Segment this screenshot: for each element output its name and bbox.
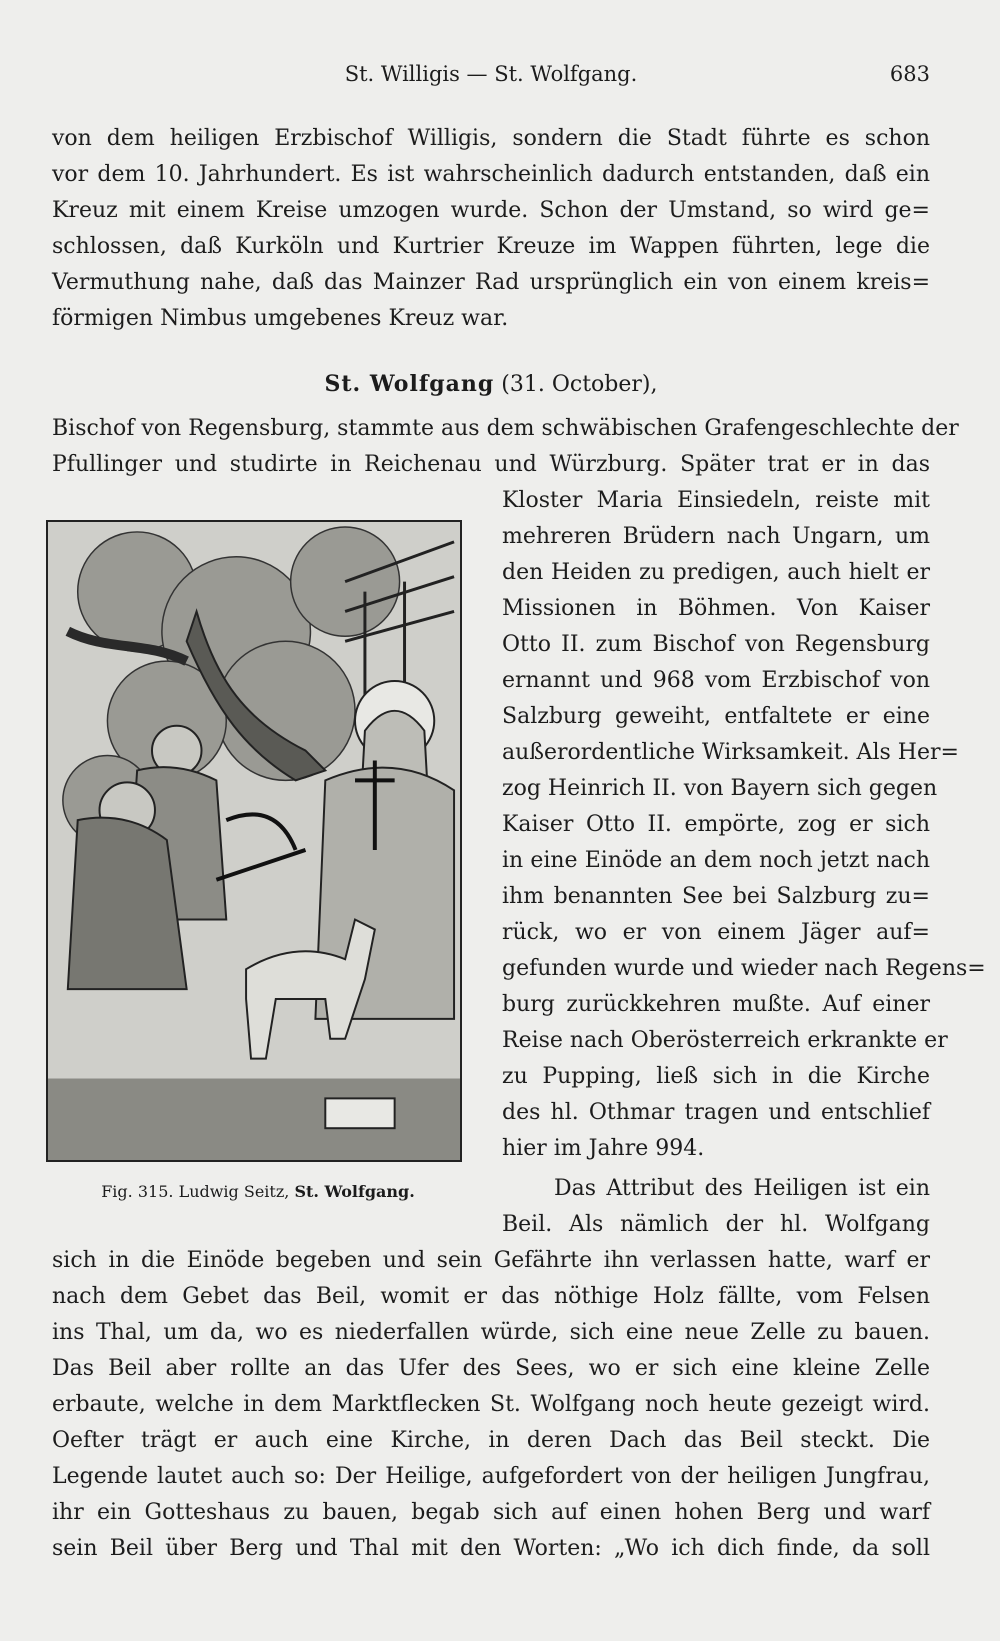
- text-line: Kaiser Otto II. empörte, zog er sich: [502, 812, 930, 837]
- text-line: Kreuz mit einem Kreise umzogen wurde. Schon der Umstand, so wird ge=: [52, 198, 930, 223]
- text-line: zu Pupping, ließ sich in die Kirche: [502, 1064, 930, 1089]
- text-line: burg zurückkehren mußte. Auf einer: [502, 992, 930, 1017]
- page-number: 683: [889, 62, 930, 86]
- text-line: Reise nach Oberösterreich erkrankte er: [502, 1028, 948, 1053]
- section-heading: [52, 367, 930, 401]
- text-line: ins Thal, um da, wo es niederfallen würde, sich eine neue Zelle zu bauen.: [52, 1320, 930, 1345]
- text-line: Oefter trägt er auch eine Kirche, in deren Dach das Beil steckt. Die: [52, 1428, 930, 1453]
- text-line: ernannt und 968 vom Erzbischof von: [502, 668, 930, 693]
- text-line: Kloster Maria Einsiedeln, reiste mit: [502, 488, 930, 513]
- page-header: [52, 62, 930, 98]
- text-line: von dem heiligen Erzbischof Willigis, sondern die Stadt führte es schon: [52, 126, 930, 151]
- text-line: in eine Einöde an dem noch jetzt nach: [502, 848, 930, 873]
- text-line: Legende lautet auch so: Der Heilige, aufgefordert von der heiligen Jungfrau,: [52, 1464, 930, 1489]
- figure-number: Fig. 315.: [101, 1182, 174, 1201]
- text-line: Bischof von Regensburg, stammte aus dem schwäbischen Grafengeschlechte der: [52, 416, 959, 441]
- text-line: sein Beil über Berg und Thal mit den Worten: „Wo ich dich finde, da soll: [52, 1536, 930, 1561]
- text-line: außerordentliche Wirksamkeit. Als Her=: [502, 740, 959, 765]
- text-line: ihr ein Gotteshaus zu bauen, begab sich auf einen hohen Berg und warf: [52, 1500, 930, 1525]
- text-line: den Heiden zu predigen, auch hielt er: [502, 560, 930, 585]
- text-line: rück, wo er von einem Jäger auf=: [502, 920, 930, 945]
- text-line: förmigen Nimbus umgebenes Kreuz war.: [52, 306, 509, 331]
- text-line: mehreren Brüdern nach Ungarn, um: [502, 524, 930, 549]
- text-line: hier im Jahre 994.: [502, 1136, 705, 1161]
- woodcut-illustration: [46, 520, 462, 1162]
- saint-name: St. Wolfgang: [324, 371, 495, 397]
- text-line: erbaute, welche in dem Marktflecken St. Wolfgang noch heute gezeigt wird.: [52, 1392, 930, 1417]
- text-line: Pfullinger und studirte in Reichenau und Würzburg. Später trat er in das: [52, 452, 930, 477]
- running-title: St. Willigis — St. Wolfgang.: [344, 62, 638, 86]
- woodcut-drawing: [48, 522, 460, 1160]
- text-line: zog Heinrich II. von Bayern sich gegen: [502, 776, 938, 801]
- text-line: sich in die Einöde begeben und sein Gefährte ihn verlassen hatte, warf er: [52, 1248, 930, 1273]
- figure-title: St. Wolfgang.: [294, 1182, 415, 1201]
- figure-caption: [48, 1178, 468, 1206]
- text-line: vor dem 10. Jahrhundert. Es ist wahrscheinlich dadurch entstanden, daß ein: [52, 162, 930, 187]
- text-line: des hl. Othmar tragen und entschlief: [502, 1100, 930, 1125]
- text-line: Das Beil aber rollte an das Ufer des Sees, wo er sich eine kleine Zelle: [52, 1356, 930, 1381]
- text-line: nach dem Gebet das Beil, womit er das nöthige Holz fällte, vom Felsen: [52, 1284, 930, 1309]
- text-line: Das Attribut des Heiligen ist ein: [554, 1176, 930, 1201]
- text-line: Vermuthung nahe, daß das Mainzer Rad ursprünglich ein von einem kreis=: [52, 270, 930, 295]
- figure-artist: Ludwig Seitz,: [178, 1182, 290, 1201]
- feast-date: (31. October),: [501, 372, 658, 397]
- text-line: Missionen in Böhmen. Von Kaiser: [502, 596, 930, 621]
- text-line: Salzburg geweiht, entfaltete er eine: [502, 704, 930, 729]
- text-line: Beil. Als nämlich der hl. Wolfgang: [502, 1212, 930, 1237]
- text-line: ihm benannten See bei Salzburg zu=: [502, 884, 930, 909]
- text-line: gefunden wurde und wieder nach Regens=: [502, 956, 986, 981]
- text-line: Otto II. zum Bischof von Regensburg: [502, 632, 930, 657]
- text-line: schlossen, daß Kurköln und Kurtrier Kreuze im Wappen führten, lege die: [52, 234, 930, 259]
